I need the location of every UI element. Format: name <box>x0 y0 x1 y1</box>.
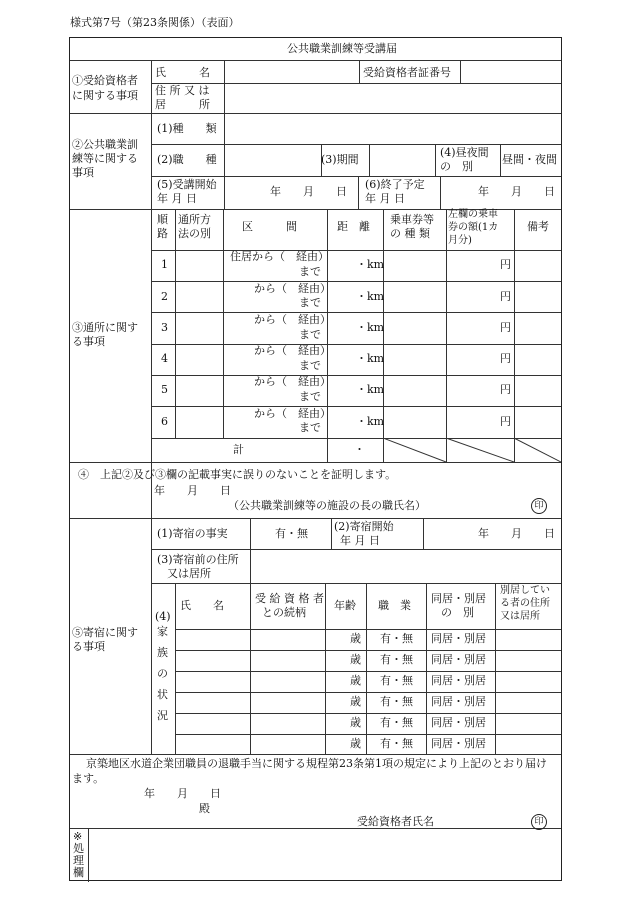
col-ticket-1: 乗車券等 <box>390 213 434 226</box>
blank-diagonals <box>383 438 561 462</box>
route-to: まで <box>299 359 321 372</box>
route-fare[interactable]: 円 <box>500 352 511 365</box>
sec5-label-2: る事項 <box>72 640 105 653</box>
col-distance: 距 離 <box>337 220 370 233</box>
sec3-label-1: ③通所に関す <box>72 321 138 334</box>
col-route-no-2: 路 <box>157 227 168 240</box>
job-type-label: (2)職 種 <box>157 153 217 166</box>
route-fare[interactable]: 円 <box>500 383 511 396</box>
form-title: 公共職業訓練等受講届 <box>287 42 397 55</box>
cert-number-label: 受給資格者証番号 <box>363 66 451 79</box>
family-label-char: 況 <box>157 709 168 722</box>
processing-label-char: 欄 <box>73 866 84 879</box>
route-from[interactable]: から（ 経由） <box>254 313 331 326</box>
family-occupation[interactable]: 有・無 <box>380 653 413 666</box>
family-label-char: 族 <box>157 646 168 659</box>
end-date-label-2: 年 月 日 <box>365 192 405 205</box>
family-label-char: 状 <box>157 688 168 701</box>
family-cohabit[interactable]: 同居・別居 <box>431 716 486 729</box>
col-cohabit-2: の 別 <box>441 606 474 619</box>
col-section: 区 間 <box>242 220 297 233</box>
sec2-label-1: ②公共職業訓 <box>72 138 138 151</box>
route-distance[interactable]: ・km <box>356 383 385 396</box>
boarding-start-label-1: (2)寄宿開始 <box>334 520 394 533</box>
route-from[interactable]: から（ 経由） <box>254 282 331 295</box>
addressee-suffix: 殿 <box>199 802 210 815</box>
route-to: まで <box>299 296 321 309</box>
family-occupation[interactable]: 有・無 <box>380 737 413 750</box>
facility-certification: ④ 上記②及び③欄の記載事実に誤りのないことを証明します。 <box>78 468 397 481</box>
route-distance[interactable]: ・km <box>356 352 385 365</box>
declaration-line-2: ます。 <box>72 772 105 785</box>
route-from[interactable]: 住居から（ 経由） <box>230 250 329 263</box>
address-label-1: 住 所 又 は <box>155 84 210 97</box>
route-from[interactable]: から（ 経由） <box>254 407 331 420</box>
route-no: 3 <box>161 321 168 334</box>
boarding-start-label-2: 年 月 日 <box>340 534 380 547</box>
col-method-1: 通所方 <box>178 213 211 226</box>
sec5-label-1: ⑤寄宿に関す <box>72 626 138 639</box>
family-age[interactable]: 歳 <box>350 737 361 750</box>
route-distance[interactable]: ・km <box>356 321 385 334</box>
cert-number-field[interactable] <box>460 60 560 82</box>
col-cohabit-1: 同居・別居 <box>431 592 486 605</box>
col-fare-2: 券の額(1カ <box>448 222 499 233</box>
route-fare[interactable]: 円 <box>500 321 511 334</box>
route-distance[interactable]: ・km <box>356 290 385 303</box>
sec2-label-2: 練等に関する <box>72 152 138 165</box>
family-label-char: の <box>157 667 168 680</box>
cert-date[interactable]: 年 月 日 <box>154 484 231 497</box>
family-age[interactable]: 歳 <box>350 716 361 729</box>
end-date-value[interactable]: 年 月 日 <box>478 185 555 198</box>
route-to: まで <box>299 265 321 278</box>
total-distance[interactable]: ・ <box>354 443 365 456</box>
col-note: 備考 <box>527 220 549 233</box>
route-no: 5 <box>161 383 168 396</box>
route-fare[interactable]: 円 <box>500 258 511 271</box>
sec2-label-3: 事項 <box>72 166 94 179</box>
address-field[interactable] <box>224 83 560 111</box>
prev-address-field[interactable] <box>250 549 560 582</box>
facility-head-title: （公共職業訓練等の施設の長の職氏名） <box>228 499 426 512</box>
processing-field[interactable] <box>89 829 561 880</box>
col-separate-address-1: 別居してい <box>500 585 550 596</box>
day-night-label-2: の 別 <box>440 160 473 173</box>
family-cohabit[interactable]: 同居・別居 <box>431 674 486 687</box>
start-date-value[interactable]: 年 月 日 <box>270 185 347 198</box>
col-age: 年齢 <box>334 599 356 612</box>
family-age[interactable]: 歳 <box>350 653 361 666</box>
family-occupation[interactable]: 有・無 <box>380 695 413 708</box>
family-cohabit[interactable]: 同居・別居 <box>431 737 486 750</box>
col-occupation: 職 業 <box>378 599 411 612</box>
name-label: 氏 名 <box>155 66 210 79</box>
family-occupation[interactable]: 有・無 <box>380 716 413 729</box>
address-label-2: 居 所 <box>155 98 210 111</box>
route-from[interactable]: から（ 経由） <box>254 375 331 388</box>
family-cohabit[interactable]: 同居・別居 <box>431 632 486 645</box>
prev-address-label-1: (3)寄宿前の住所 <box>157 553 239 566</box>
boarding-fact-label: (1)寄宿の事実 <box>157 527 228 540</box>
family-label-no: (4) <box>155 610 171 623</box>
total-label: 計 <box>233 443 244 456</box>
route-distance[interactable]: ・km <box>356 258 385 271</box>
family-age[interactable]: 歳 <box>350 674 361 687</box>
family-occupation[interactable]: 有・無 <box>380 674 413 687</box>
start-date-label-1: (5)受講開始 <box>157 178 217 191</box>
declaration-line-1: 京築地区水道企業団職員の退職手当に関する規程第23条第1項の規定により上記のとおり届け <box>86 757 547 770</box>
col-relation-2: との続柄 <box>262 606 306 619</box>
applicant-name-label: 受給資格者氏名 <box>357 815 434 828</box>
prev-address-label-2: 又は居所 <box>167 567 211 580</box>
family-age[interactable]: 歳 <box>350 695 361 708</box>
day-night-label-1: (4)昼夜間 <box>440 146 489 159</box>
family-occupation[interactable]: 有・無 <box>380 632 413 645</box>
training-kind-field[interactable] <box>224 113 560 141</box>
col-route-no-1: 順 <box>157 213 168 226</box>
family-cohabit[interactable]: 同居・別居 <box>431 653 486 666</box>
sec1-label-2: に関する事項 <box>72 89 138 102</box>
processing-label-char: 処 <box>73 842 84 855</box>
processing-label-char: 理 <box>73 854 84 867</box>
route-to: まで <box>299 390 321 403</box>
route-fare[interactable]: 円 <box>500 415 511 428</box>
form-table <box>69 37 562 881</box>
route-to: まで <box>299 421 321 434</box>
col-fare-1: 左欄の乗車 <box>448 209 498 220</box>
start-date-label-2: 年 月 日 <box>157 192 197 205</box>
route-no: 1 <box>161 258 168 271</box>
route-no: 2 <box>161 290 168 303</box>
period-label: (3)期間 <box>321 153 359 166</box>
route-to: まで <box>299 328 321 341</box>
boarding-fact-value[interactable]: 有・無 <box>275 527 308 540</box>
col-fare-3: 月分) <box>448 235 472 246</box>
family-cohabit[interactable]: 同居・別居 <box>431 695 486 708</box>
route-from[interactable]: から（ 経由） <box>254 344 331 357</box>
form-number: 様式第7号（第23条関係）（表面） <box>70 16 240 29</box>
training-kind-label: (1)種 類 <box>157 122 217 135</box>
col-method-2: 法の別 <box>178 227 211 240</box>
col-relation-1: 受 給 資 格 者 <box>255 592 324 605</box>
day-night-value[interactable]: 昼間・夜間 <box>502 153 557 166</box>
family-age[interactable]: 歳 <box>350 632 361 645</box>
col-separate-address-2: る者の住所 <box>500 598 550 609</box>
name-field[interactable] <box>224 60 358 82</box>
route-distance[interactable]: ・km <box>356 415 385 428</box>
declaration-date[interactable]: 年 月 日 <box>144 787 221 800</box>
col-separate-address-3: 又は居所 <box>500 611 540 622</box>
col-ticket-2: の 種 類 <box>390 227 430 240</box>
seal-mark: 印 <box>531 498 547 514</box>
boarding-start-value[interactable]: 年 月 日 <box>478 527 555 540</box>
col-family-name: 氏 名 <box>180 599 224 612</box>
route-fare[interactable]: 円 <box>500 290 511 303</box>
processing-label-mark: ※ <box>73 830 83 843</box>
family-label-char: 家 <box>157 625 168 638</box>
applicant-seal-mark: 印 <box>531 814 547 830</box>
end-date-label-1: (6)終了予定 <box>365 178 425 191</box>
route-no: 6 <box>161 415 168 428</box>
sec1-label-1: ①受給資格者 <box>72 74 138 87</box>
sec3-label-2: る事項 <box>72 335 105 348</box>
route-no: 4 <box>161 352 168 365</box>
